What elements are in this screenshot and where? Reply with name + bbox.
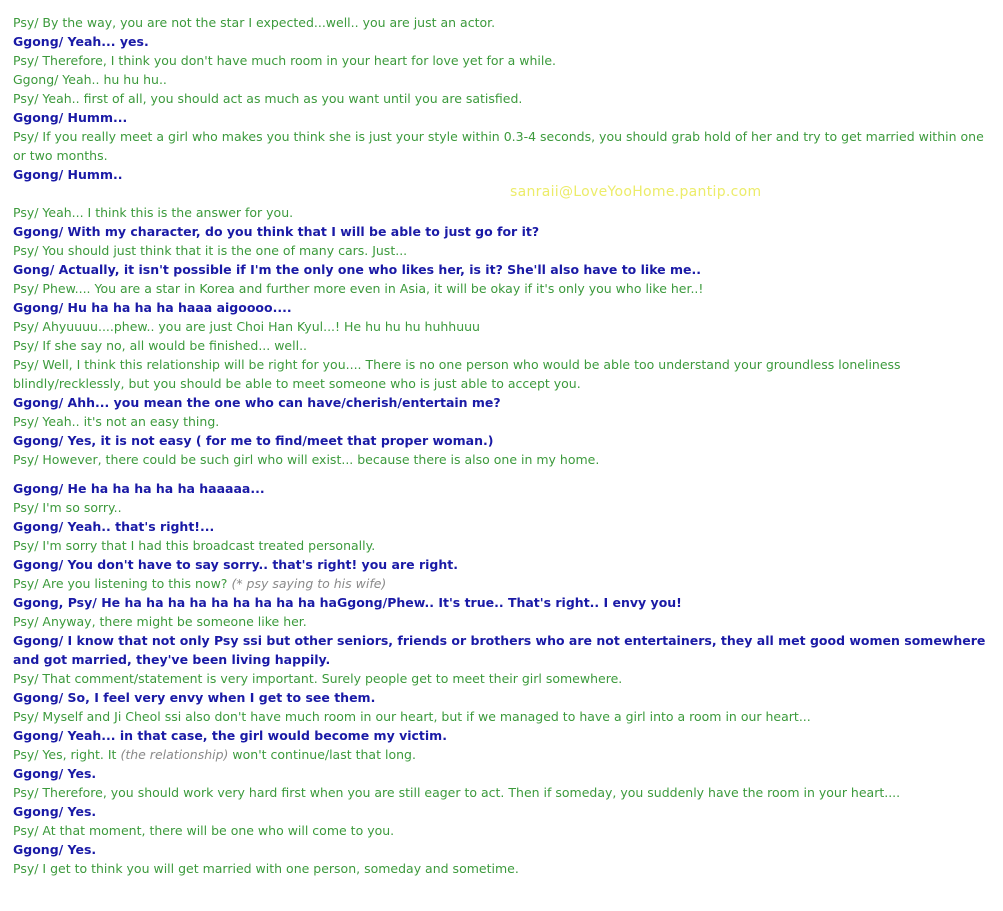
transcript-line: Ggong/ Yeah.. that's right!... [13, 519, 215, 534]
transcript-line: Psy/ You should just think that it is the one of many cars. Just... [13, 243, 408, 258]
watermark-text: sanraii@LoveYooHome.pantip.com [510, 184, 762, 200]
transcript-line: Ggong/ With my character, do you think that I will be able to just go for it? [13, 224, 540, 239]
transcript-line: Psy/ Well, I think this relationship will be right for you.... There is no one person who would be able too understand your groundless loneliness blindly/recklessly, but you should be able to meet someone who is just able to accept you. [13, 357, 901, 391]
transcript-line: Psy/ By the way, you are not the star I expected...well.. you are just an actor. [13, 15, 496, 30]
transcript-line: Psy/ At that moment, there will be one who will come to you. [13, 823, 395, 838]
transcript-line: Ggong/ Yeah... yes. [13, 34, 149, 49]
transcript-line: Psy/ Yeah... I think this is the answer for you. [13, 205, 294, 220]
transcript-line: Psy/ That comment/statement is very important. Surely people get to meet their girl somewhere. [13, 671, 623, 686]
transcript-line: Psy/ Are you listening to this now? (* psy saying to his wife) [13, 576, 387, 591]
transcript-line: Psy/ I'm sorry that I had this broadcast treated personally. [13, 538, 376, 553]
transcript-line: Psy/ Yeah.. first of all, you should act as much as you want until you are satisfied. [13, 91, 523, 106]
transcript-line: Ggong/ Yes. [13, 804, 97, 819]
transcript-line: Psy/ I'm so sorry.. [13, 500, 122, 515]
transcript-line: Psy/ Phew.... You are a star in Korea and further more even in Asia, it will be okay if it's only you who like her..! [13, 281, 704, 296]
transcript-line: Ggong/ Yes, it is not easy ( for me to find/meet that proper woman.) [13, 433, 494, 448]
transcript-line: Psy/ If you really meet a girl who makes you think she is just your style within 0.3-4 seconds, you should grab hold of her and try to get married within one or two months. [13, 129, 984, 163]
transcript-line: Ggong/ Humm.. [13, 167, 123, 182]
transcript-line: Psy/ I get to think you will get married with one person, someday and sometime. [13, 861, 519, 876]
transcript-line: Ggong/ Yes. [13, 842, 97, 857]
transcript-line: Ggong/ Yeah... in that case, the girl would become my victim. [13, 728, 447, 743]
transcript-line: Ggong/ Hu ha ha ha ha haaa aigoooo.... [13, 300, 292, 315]
aside-note: (the relationship) [120, 747, 229, 762]
transcript [13, 13, 998, 878]
transcript-line: Ggong/ You don't have to say sorry.. that's right! you are right. [13, 557, 458, 572]
transcript-line: Psy/ Ahyuuuu....phew.. you are just Choi Han Kyul...! He hu hu hu huhhuuu [13, 319, 480, 334]
transcript-line: Psy/ Therefore, I think you don't have much room in your heart for love yet for a while. [13, 53, 557, 68]
aside-note: (* psy saying to his wife) [231, 576, 387, 591]
transcript-line: Ggong/ Yes. [13, 766, 97, 781]
transcript-line: Psy/ Yes, right. It (the relationship) won't continue/last that long. [13, 747, 416, 762]
transcript-line: Gong/ Actually, it isn't possible if I'm the only one who likes her, is it? She'll also have to like me.. [13, 262, 702, 277]
transcript-line: Ggong/ Yeah.. hu hu hu.. [13, 72, 167, 87]
spacer [13, 184, 998, 203]
spacer [13, 469, 998, 479]
transcript-line: Ggong, Psy/ He ha ha ha ha ha ha ha ha ha haGgong/Phew.. It's true.. That's right.. I envy you! [13, 595, 682, 610]
transcript-line: Psy/ Therefore, you should work very hard first when you are still eager to act. Then if someday, you suddenly have the room in your heart.... [13, 785, 901, 800]
transcript-line: Ggong/ Humm... [13, 110, 128, 125]
transcript-line: Psy/ However, there could be such girl who will exist... because there is also one in my home. [13, 452, 600, 467]
transcript-line: Ggong/ He ha ha ha ha ha haaaaa... [13, 481, 265, 496]
transcript-line: Psy/ Myself and Ji Cheol ssi also don't have much room in our heart, but if we managed to have a girl into a room in our heart... [13, 709, 811, 724]
transcript-line: Ggong/ I know that not only Psy ssi but other seniors, friends or brothers who are not entertainers, they all met good women somewhere and got married, they've been living happily. [13, 633, 986, 667]
transcript-line: Psy/ Yeah.. it's not an easy thing. [13, 414, 220, 429]
transcript-line: Psy/ Anyway, there might be someone like her. [13, 614, 307, 629]
transcript-line: Ggong/ So, I feel very envy when I get to see them. [13, 690, 376, 705]
transcript-line: Psy/ If she say no, all would be finished... well.. [13, 338, 308, 353]
transcript-line: Ggong/ Ahh... you mean the one who can have/cherish/entertain me? [13, 395, 501, 410]
